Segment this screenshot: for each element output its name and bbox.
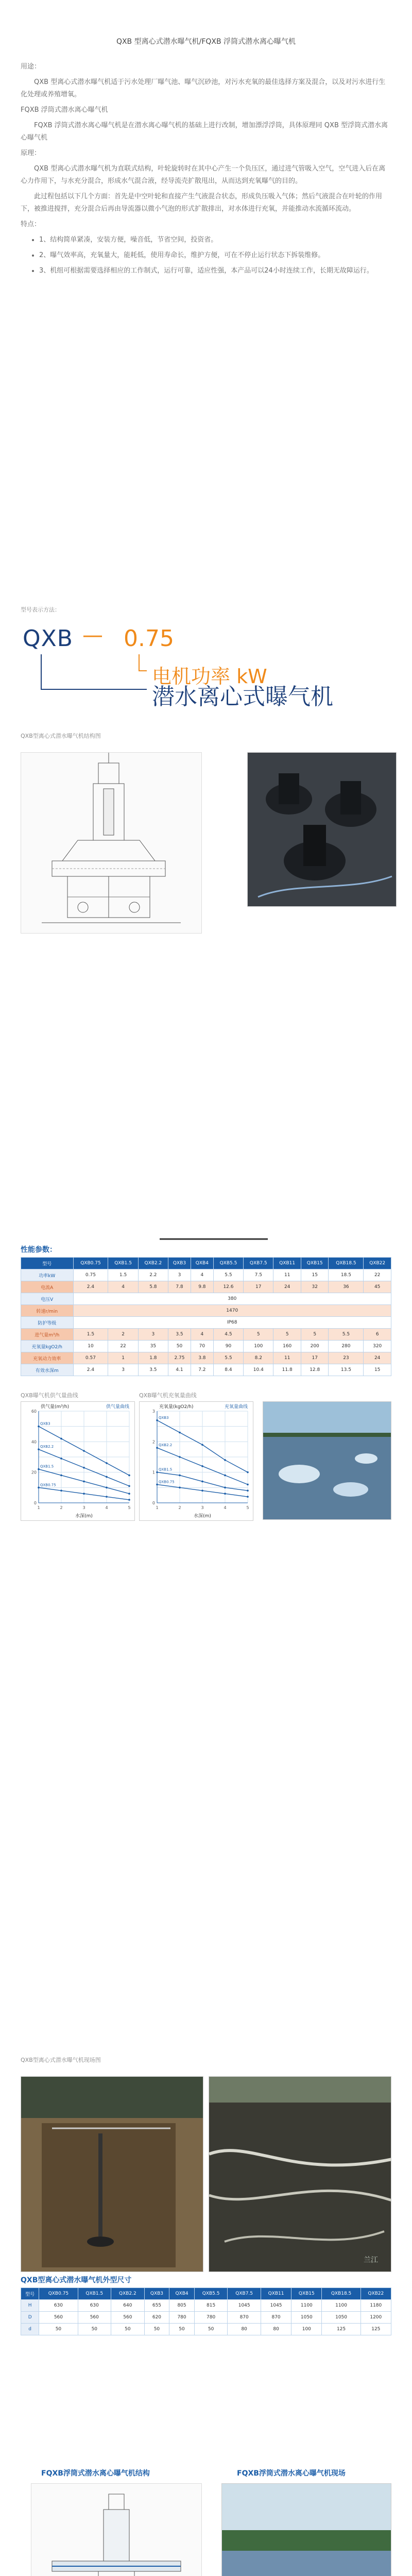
table-cell: 1.8 <box>138 1352 168 1364</box>
table-row <box>21 1281 391 1293</box>
data-point <box>156 1484 158 1486</box>
feature-item: • 2、曝气效率高，充氧量大，能耗低，使用寿命长，维护方便，可在不停止运行状态下拆装维修。 <box>39 249 391 262</box>
table-cell: 5.5 <box>213 1352 243 1364</box>
table-cell: 870 <box>228 2312 261 2324</box>
table-cell: 5.5 <box>329 1329 364 1341</box>
table-cell: 0.75 <box>73 1269 108 1281</box>
row-label: 防护等级 <box>21 1317 74 1329</box>
table-cell: 560 <box>39 2312 78 2324</box>
usage-text: QXB 型离心式潜水曝气机适于污水处理厂曝气池、曝气沉砂池，对污水充氧的最佳选择方案及混合，以及对污水进行生化处理或养殖增氧。 <box>21 78 386 98</box>
y-tick-label: 20 <box>31 1470 37 1475</box>
table-cell: 17 <box>301 1352 329 1364</box>
aerator-cross-section-icon <box>21 753 201 933</box>
series-label: QXB0.75 <box>40 1483 56 1487</box>
data-point <box>247 1489 249 1492</box>
table-header-cell: QXB0.75 <box>39 2288 78 2300</box>
table-cell: 1.5 <box>73 1329 108 1341</box>
page-title: QXB 型离心式潜水曝气机/FQXB 浮筒式潜水离心曝气机 <box>116 38 296 46</box>
table-cell: 280 <box>329 1341 364 1352</box>
params-divider <box>21 1236 391 1242</box>
table-cell: 45 <box>364 1281 391 1293</box>
table-header-cell: QXB5.5 <box>213 1258 243 1269</box>
model-dash: — <box>82 623 103 647</box>
fqxb-structure-drawing <box>31 2483 202 2576</box>
table-cell: 50 <box>168 1341 191 1352</box>
data-point <box>83 1450 85 1452</box>
table-cell: 12.8 <box>301 1364 329 1376</box>
table-cell: 3.8 <box>191 1352 213 1364</box>
table-cell: 9.8 <box>191 1281 213 1293</box>
table-header-cell: QXB18.5 <box>322 2288 360 2300</box>
x-tick-label: 3 <box>201 1505 204 1510</box>
float-aerator-drawing-icon <box>31 2484 201 2576</box>
row-label: d <box>21 2324 39 2335</box>
x-tick-label: 4 <box>224 1505 227 1510</box>
table-cell: 11 <box>273 1352 301 1364</box>
y-tick-label: 0 <box>152 1501 155 1505</box>
data-point <box>224 1459 226 1461</box>
data-point <box>201 1444 203 1446</box>
table-cell: 3.5 <box>138 1364 168 1376</box>
model-power-label: 电机功率 kW <box>152 665 267 688</box>
process-text: 此过程包括以下几个方面：首先是中空叶轮和直接产生气液混合状态，形成负压吸入气体；然后气液混合在叶轮的作用下，被推进搅拌，充分混合后再由导流器以微小气泡的形式扩散排出，对水体进行充氧，并能推动水流循环流动。 <box>21 193 383 213</box>
table-cell: 7.8 <box>168 1281 191 1293</box>
row-label: H <box>21 2300 39 2312</box>
x-tick-label: 1 <box>37 1505 40 1510</box>
table-cell: 80 <box>261 2324 291 2335</box>
table-cell: 2.2 <box>138 1269 168 1281</box>
table-cell: 5 <box>301 1329 329 1341</box>
table-header-cell: QXB5.5 <box>194 2288 228 2300</box>
table-cell: 17 <box>244 1281 273 1293</box>
data-point <box>38 1426 40 1428</box>
series-label: QXB0.75 <box>159 1480 175 1484</box>
oxygen-chart <box>139 1401 253 1521</box>
table-header-cell: QXB2.2 <box>138 1258 168 1269</box>
table-cell: 380 <box>73 1293 391 1305</box>
table-cell: 32 <box>301 1281 329 1293</box>
table-header-cell: 型号 <box>21 2288 39 2300</box>
data-point <box>128 1475 130 1477</box>
table-cell: 23 <box>329 1352 364 1364</box>
table-cell: 1100 <box>291 2300 322 2312</box>
data-point <box>128 1499 130 1501</box>
table-header-cell: QXB4 <box>191 1258 213 1269</box>
table-header-cell: QXB18.5 <box>329 1258 364 1269</box>
data-point <box>179 1475 181 1477</box>
row-label: 进气量m³/h <box>21 1329 74 1341</box>
feature-item: • 3、机组可根据需要选择相应的工作制式，运行可靠，适应性强，本产品可以24小时连续工作，长期无故障运行。 <box>39 265 391 277</box>
table-cell: 1045 <box>261 2300 291 2312</box>
table-cell: 0.57 <box>73 1352 108 1364</box>
table-cell: 560 <box>78 2312 111 2324</box>
table-cell: 1045 <box>228 2300 261 2312</box>
principle-heading: 原理： <box>21 149 41 157</box>
principle-text: QXB 型离心式潜水曝气机为直联式结构，叶轮旋转时在其中心产生一个负压区，通过进气管吸入空气，空气进入后在离心力作用下，与水充分混合，形成水气混合液，经导流壳扩散甩出，从而达到充氧曝气的目的。 <box>21 165 386 185</box>
table-header-cell: 型号 <box>21 1258 74 1269</box>
table-cell: 100 <box>291 2324 322 2335</box>
table-cell: 18.5 <box>329 1269 364 1281</box>
table-header-cell: QXB22 <box>360 2288 391 2300</box>
data-point <box>247 1496 249 1498</box>
table-cell: 320 <box>364 1341 391 1352</box>
table-header-cell: QXB22 <box>364 1258 391 1269</box>
table-cell: 2.4 <box>73 1281 108 1293</box>
aerator-product-photo <box>247 752 397 907</box>
x-tick-label: 1 <box>156 1505 159 1510</box>
row-label: 电压V <box>21 1293 74 1305</box>
model-name-label: 潜水离心式曝气机 <box>152 684 333 710</box>
model-designation <box>21 623 391 710</box>
fqxb-heading: FQXB 浮筒式潜水离心曝气机 <box>21 106 108 114</box>
table-cell: 50 <box>144 2324 169 2335</box>
table-cell: 24 <box>364 1352 391 1364</box>
intro-block <box>21 61 391 280</box>
table-row <box>21 2300 391 2312</box>
series-label: QXB3 <box>159 1415 169 1420</box>
table-cell: 2.75 <box>168 1352 191 1364</box>
table-cell: 5.5 <box>213 1269 243 1281</box>
y-tick-label: 1 <box>152 1470 155 1475</box>
table-cell: 7.2 <box>191 1364 213 1376</box>
table-cell: 3 <box>108 1364 138 1376</box>
data-point <box>156 1471 158 1473</box>
fqxb-site-title: FQXB浮筒式潜水离心曝气机现场 <box>237 2469 346 2478</box>
y-tick-label: 2 <box>152 1439 155 1445</box>
data-point <box>128 1493 130 1495</box>
data-point <box>156 1447 158 1449</box>
install-header-row <box>21 2288 391 2300</box>
row-label: 充氧量kgO2/h <box>21 1341 74 1352</box>
aerator-machine-icon <box>248 753 397 907</box>
table-cell: 1470 <box>73 1305 391 1317</box>
table-cell: 655 <box>144 2300 169 2312</box>
table-cell: 90 <box>213 1341 243 1352</box>
data-point <box>179 1432 181 1434</box>
table-cell: 12.6 <box>213 1281 243 1293</box>
x-tick-label: 4 <box>105 1505 108 1510</box>
table-cell: 780 <box>169 2312 195 2324</box>
usage-heading: 用途： <box>21 63 41 71</box>
model-caption: 型号表示方法： <box>21 606 60 613</box>
table-row <box>21 1293 391 1305</box>
table-header-cell: QXB4 <box>169 2288 195 2300</box>
table-cell: 4 <box>191 1329 213 1341</box>
chart-title: 充氧量曲线 <box>224 1404 248 1410</box>
table-cell: 5 <box>244 1329 273 1341</box>
table-cell: 15 <box>301 1269 329 1281</box>
table-row <box>21 1341 391 1352</box>
row-label: 转速r/min <box>21 1305 74 1317</box>
air-supply-chart-svg <box>21 1402 134 1520</box>
table-cell: 70 <box>191 1341 213 1352</box>
table-cell: 80 <box>228 2324 261 2335</box>
table-cell: 160 <box>273 1341 301 1352</box>
table-header-cell: QXB2.2 <box>111 2288 145 2300</box>
table-cell: 1100 <box>322 2300 360 2312</box>
model-power-number: 0.75 <box>124 625 174 652</box>
y-tick-label: 60 <box>31 1409 37 1414</box>
table-cell: 780 <box>194 2312 228 2324</box>
params-header-row <box>21 1258 391 1269</box>
float-aerator-scene-icon <box>222 2484 391 2576</box>
table-row <box>21 2312 391 2324</box>
oxygen-chart-svg <box>140 1402 253 1520</box>
data-point <box>128 1485 130 1487</box>
table-cell: 1050 <box>291 2312 322 2324</box>
table-cell: 5 <box>273 1329 301 1341</box>
install-table-title: QXB型离心式潜水曝气机外型尺寸 <box>21 2276 132 2284</box>
air-supply-chart <box>21 1401 135 1521</box>
table-cell: 870 <box>261 2312 291 2324</box>
fqxb-text: FQXB 浮筒式潜水离心曝气机是在潜水离心曝气机的基础上进行改制，增加漂浮浮筒，具体原理同 QXB 型浮筒式潜水离心曝气机 <box>21 122 388 142</box>
table-cell: 630 <box>39 2300 78 2312</box>
data-point <box>201 1465 203 1467</box>
table-cell: 815 <box>194 2300 228 2312</box>
table-cell: 50 <box>169 2324 195 2335</box>
row-label: D <box>21 2312 39 2324</box>
data-point <box>156 1419 158 1421</box>
data-point <box>247 1471 249 1473</box>
series-label: QXB2.2 <box>159 1443 173 1448</box>
x-tick-label: 2 <box>60 1505 63 1510</box>
table-header-cell: QXB1.5 <box>108 1258 138 1269</box>
x-tick-label: 2 <box>178 1505 181 1510</box>
data-point <box>60 1489 62 1492</box>
site-caption: QXB型离心式潜水曝气机现场图 <box>21 2057 101 2063</box>
y-tick-label: 0 <box>33 1501 37 1505</box>
model-code: QXB <box>23 625 73 652</box>
features-list <box>21 234 391 277</box>
data-point <box>60 1475 62 1477</box>
row-label: 电流A <box>21 1281 74 1293</box>
table-cell: 24 <box>273 1281 301 1293</box>
aeration-pool-photo <box>263 1401 391 1520</box>
table-cell: 6 <box>364 1329 391 1341</box>
data-point <box>106 1487 108 1489</box>
data-point <box>83 1467 85 1469</box>
fqxb-structure-title: FQXB浮筒式潜水离心曝气机结构 <box>41 2469 150 2478</box>
x-axis-label: 水深(m) <box>75 1514 93 1519</box>
series-label: QXB1.5 <box>40 1464 54 1469</box>
row-label: 功率kW <box>21 1269 74 1281</box>
structure-drawing <box>21 752 202 934</box>
data-point <box>83 1493 85 1495</box>
site-photo-left <box>21 2076 203 2272</box>
table-cell: 22 <box>364 1269 391 1281</box>
table-cell: 1 <box>108 1352 138 1364</box>
table-row <box>21 1364 391 1376</box>
data-point <box>106 1476 108 1478</box>
table-cell: 1200 <box>360 2312 391 2324</box>
data-point <box>60 1458 62 1460</box>
table-cell: 11 <box>273 1269 301 1281</box>
pool-scene-icon <box>263 1402 391 1520</box>
table-cell: 200 <box>301 1341 329 1352</box>
data-point <box>224 1487 226 1489</box>
y-tick-label: 3 <box>152 1409 155 1414</box>
row-label: 充氧动力效率 <box>21 1352 74 1364</box>
table-cell: 50 <box>111 2324 145 2335</box>
table-header-cell: QXB11 <box>273 1258 301 1269</box>
site-watermark: 兰江 <box>364 2256 378 2264</box>
data-point <box>38 1468 40 1470</box>
table-cell: 4 <box>108 1281 138 1293</box>
table-cell: 1050 <box>322 2312 360 2324</box>
table-cell: 620 <box>144 2312 169 2324</box>
table-row <box>21 1329 391 1341</box>
table-cell: 125 <box>360 2324 391 2335</box>
table-cell: 10 <box>73 1341 108 1352</box>
table-header-cell: QXB3 <box>168 1258 191 1269</box>
table-cell: 805 <box>169 2300 195 2312</box>
table-cell: IP68 <box>73 1317 391 1329</box>
data-point <box>106 1462 108 1464</box>
table-row <box>21 2324 391 2335</box>
table-cell: 3 <box>138 1329 168 1341</box>
y-tick-label: 40 <box>31 1439 37 1445</box>
row-label: 有效水深m <box>21 1364 74 1376</box>
table-header-cell: QXB11 <box>261 2288 291 2300</box>
data-point <box>60 1438 62 1440</box>
data-point <box>38 1448 40 1450</box>
data-point <box>201 1481 203 1483</box>
table-header-cell: QXB1.5 <box>78 2288 111 2300</box>
table-header-cell: QXB15 <box>301 1258 329 1269</box>
data-point <box>83 1481 85 1483</box>
table-cell: 1180 <box>360 2300 391 2312</box>
table-cell: 8.2 <box>244 1352 273 1364</box>
table-header-cell: QXB7.5 <box>228 2288 261 2300</box>
chart-caption-1: QXB曝气机供气量曲线 <box>21 1392 78 1399</box>
x-axis-label: 水深(m) <box>194 1514 211 1519</box>
series-label: QXB2.2 <box>40 1445 54 1449</box>
x-tick-label: 5 <box>246 1505 249 1510</box>
table-cell: 15 <box>364 1364 391 1376</box>
features-heading: 特点： <box>21 221 41 228</box>
data-point <box>247 1484 249 1486</box>
table-row <box>21 1352 391 1364</box>
x-tick-label: 3 <box>82 1505 85 1510</box>
table-cell: 50 <box>39 2324 78 2335</box>
chart-caption-2: QXB曝气机充氧量曲线 <box>139 1392 197 1399</box>
y-axis-label: 充氧量(kgO2/h) <box>159 1404 194 1410</box>
data-point <box>179 1487 181 1489</box>
table-cell: 560 <box>111 2312 145 2324</box>
table-row <box>21 1317 391 1329</box>
install-table <box>21 2287 391 2335</box>
data-point <box>179 1456 181 1458</box>
table-header-cell: QXB0.75 <box>73 1258 108 1269</box>
feature-item: • 1、结构简单紧凑，安装方便，噪音低，节省空间，投资省。 <box>39 234 391 246</box>
table-cell: 35 <box>138 1341 168 1352</box>
table-cell: 2.4 <box>73 1364 108 1376</box>
table-cell: 2 <box>108 1329 138 1341</box>
table-cell: 50 <box>194 2324 228 2335</box>
table-cell: 1.5 <box>108 1269 138 1281</box>
table-header-cell: QXB7.5 <box>244 1258 273 1269</box>
turbulent-pool-icon <box>209 2077 391 2272</box>
site-photo-right <box>209 2076 391 2272</box>
series-label: QXB1.5 <box>159 1467 173 1472</box>
x-tick-label: 5 <box>128 1505 131 1510</box>
data-point <box>224 1493 226 1495</box>
table-cell: 4.5 <box>213 1329 243 1341</box>
params-table <box>21 1257 391 1376</box>
table-cell: 11.8 <box>273 1364 301 1376</box>
table-cell: 22 <box>108 1341 138 1352</box>
table-cell: 8.4 <box>213 1364 243 1376</box>
table-header-cell: QXB3 <box>144 2288 169 2300</box>
chart-title: 供气量曲线 <box>106 1404 129 1410</box>
table-row <box>21 1269 391 1281</box>
table-cell: 100 <box>244 1341 273 1352</box>
table-header-cell: QXB15 <box>291 2288 322 2300</box>
table-cell: 4 <box>191 1269 213 1281</box>
series-label: QXB3 <box>40 1421 50 1426</box>
table-cell: 5.8 <box>138 1281 168 1293</box>
fqxb-site-photo <box>221 2483 391 2576</box>
table-cell: 640 <box>111 2300 145 2312</box>
table-cell: 630 <box>78 2300 111 2312</box>
table-cell: 10.4 <box>244 1364 273 1376</box>
table-cell: 3 <box>168 1269 191 1281</box>
data-point <box>38 1487 40 1489</box>
params-title: 性能参数： <box>21 1246 57 1254</box>
data-point <box>201 1489 203 1492</box>
data-point <box>224 1475 226 1477</box>
data-point <box>106 1496 108 1498</box>
table-cell: 3.5 <box>168 1329 191 1341</box>
table-cell: 7.5 <box>244 1269 273 1281</box>
table-cell: 50 <box>78 2324 111 2335</box>
table-cell: 125 <box>322 2324 360 2335</box>
table-cell: 36 <box>329 1281 364 1293</box>
table-cell: 4.1 <box>168 1364 191 1376</box>
table-row <box>21 1305 391 1317</box>
structure-caption: QXB型离心式潜水曝气机结构图 <box>21 733 101 739</box>
channel-scene-icon <box>21 2077 203 2272</box>
table-cell: 13.5 <box>329 1364 364 1376</box>
y-axis-label: 供气量(m³/h) <box>41 1404 70 1410</box>
